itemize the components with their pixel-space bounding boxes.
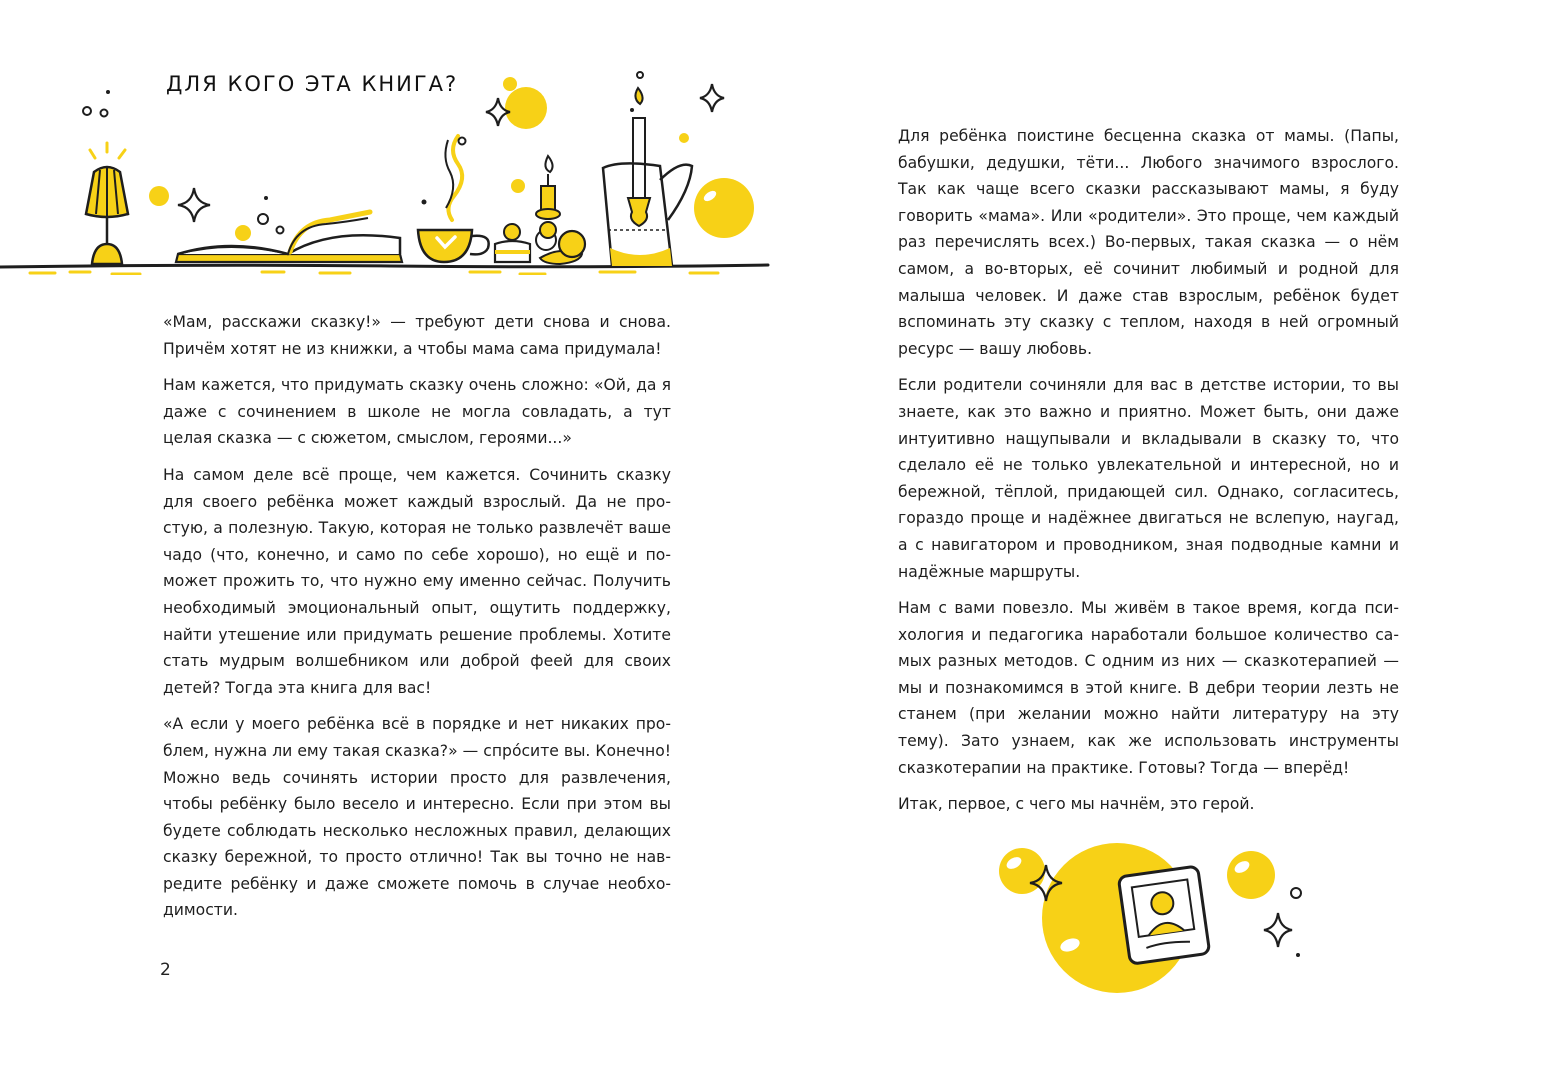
paragraph: «А если у моего ребёнка всё в порядке и нет никаких проблем, нужна ли ему такая сказка?» — спро́сите вы. Конечно! Можно ведь сочинять истории просто для развлечения, чтобы ребёнку было весело и интересно. Если при этом вы будете соблюдать несколько несложных правил, делающих сказку бережной, то просто отлично! Так вы точно не навредите ребёнку и даже сможете помочь в случае необходимости.	[163, 715, 671, 920]
paragraph: Если родители сочиняли для вас в детстве истории, то вы знаете, как это важно и приятно. Может быть, они даже интуитивно нащупывали и вкладывали в сказку то, что сделало её не только увлекательной и интересной, но и бережной, тёплой, придающей сил. Однако, согласитесь, гораздо проще и надёжнее двигаться не вслепую, наугад, а с навигатором и проводником, зная подводные камни и надёжные маршруты.	[898, 376, 1399, 581]
left-text-column	[163, 309, 671, 934]
right-text-column	[898, 123, 1399, 828]
sparkle-icon	[1264, 913, 1292, 947]
sparkle-icon	[178, 188, 210, 222]
left-page	[0, 0, 780, 1080]
sparkle-icon	[700, 84, 724, 112]
page-title: ДЛЯ КОГО ЭТА КНИГА?	[166, 72, 459, 96]
paragraph: «Мам, расскажи сказку!» — требуют дети снова и снова. Причём хотят не из книжки, а чтобы мама сама придумала!	[163, 313, 671, 358]
paragraph: Нам кажется, что придумать сказку очень сложно: «Ой, да я даже с сочинением в школе не могла совладать, а тут целая сказка — с сюжетом, смыслом, героями...»	[163, 376, 671, 448]
paragraph: На самом деле всё проще, чем кажется. Сочинить сказку для своего ребёнка может каждый взрослый. Да не простую, а полезную. Такую, которая не только развлечёт ваше чадо (что, конечно, и само по себе хорошо), но ещё и поможет прожить то, что нужно ему именно сейчас. Получить необходимый эмоциональный опыт, ощутить поддержку, найти утешение или придумать решение проблемы. Хотите стать мудрым волшебником или доброй феей для своих детей? Тогда эта книга для вас!	[163, 465, 671, 697]
paragraph: Итак, первое, с чего мы начнём, это герой.	[898, 795, 1255, 814]
portrait-frame-icon	[1118, 866, 1209, 964]
hero-frame-illustration	[990, 835, 1310, 1015]
open-book-icon	[176, 212, 402, 262]
lamp-icon	[86, 143, 128, 264]
page-number: 2	[160, 960, 171, 980]
jug-candle-icon	[603, 72, 692, 266]
candlestick-icon	[536, 156, 560, 238]
paragraph: Нам с вами повезло. Мы живём в такое время, когда психология и педагогика наработали большое количество самых разных методов. С одним из них — сказкотерапией — мы и познакомимся в этой книге. В дебри теории лезть не станем (при желании можно найти литературу на эту тему). Зато узнаем, как же использовать инструменты сказкотерапии на практике. Готовы? Тогда — вперёд!	[898, 599, 1399, 777]
paragraph: Для ребёнка поистине бесценна сказка от мамы. (Папы, бабушки, дедушки, тёти... Любого значимого взрослого. Так как чаще всего сказки рассказывают мамы, я буду говорить «мама». Или «родители». Это проще, чем каждый раз перечислять всех.) Во-первых, такая сказка — о нём самом, а во-вторых, её сочинит любимый и родной для малыша человек. И даже став взрослым, ребёнок будет вспоминать эту сказку с теплом, находя в ней огромный ресурс — вашу любовь.	[898, 127, 1399, 358]
right-page	[780, 0, 1561, 1080]
